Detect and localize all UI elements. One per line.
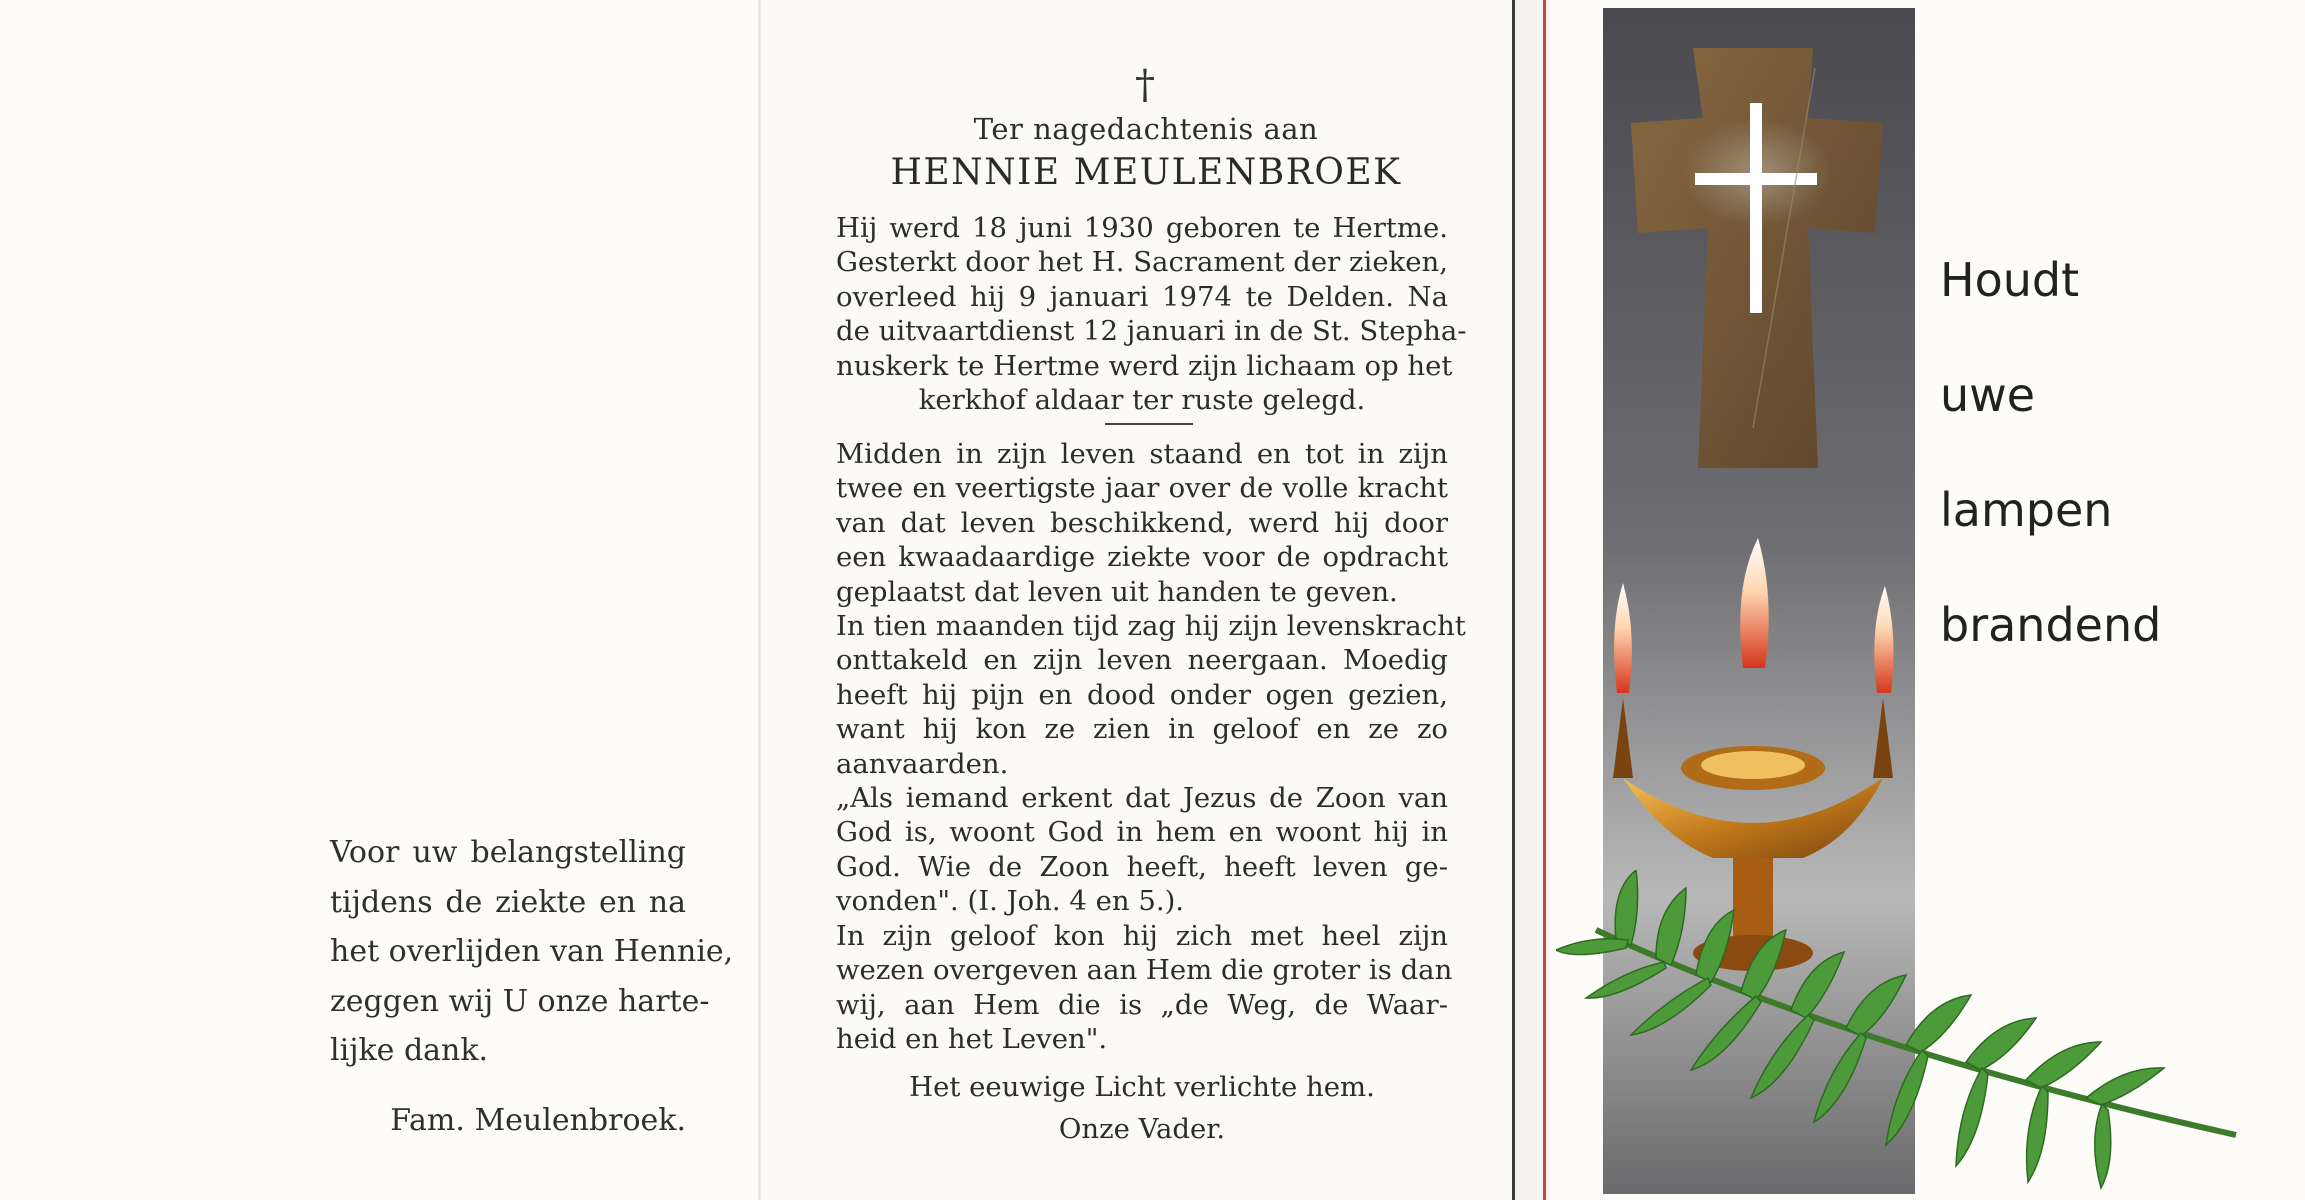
tribute-line: In tien maanden tijd zag hij zijn levenskracht <box>836 610 1466 643</box>
tribute-line: Midden in zijn leven staand en tot in zijn <box>836 438 1448 470</box>
tribute-line: wij, aan Hem die is „de Weg, de Waar- <box>836 988 1448 1021</box>
tribute-line: „Als iemand erkent dat Jezus de Zoon van <box>836 782 1448 815</box>
thanks-line: lijke dank. <box>330 1033 489 1068</box>
tribute-line: geplaatst dat leven uit handen te geven. <box>836 575 1398 608</box>
tribute-line: van dat leven beschikkend, werd hij door <box>836 506 1448 539</box>
tribute-line: want hij kon ze zien in geloof en ze zo <box>836 713 1448 746</box>
tribute-line: heid en het Leven". <box>836 1022 1108 1055</box>
motto <box>1940 245 2260 705</box>
thanks-line: zeggen wij U onze harte- <box>330 983 710 1019</box>
bio-line: overleed hij 9 januari 1974 te Delden. Na <box>836 280 1448 313</box>
dagger-cross-icon: † <box>1135 62 1155 108</box>
tribute-line: In zijn geloof kon hij zich met heel zijn <box>836 919 1448 952</box>
tribute-line: een kwaadaardige ziekte voor de opdracht <box>836 541 1448 574</box>
right-fold-edge <box>1512 0 1548 1200</box>
motto-word: brandend <box>1940 598 2162 652</box>
motto-word: lampen <box>1940 483 2113 537</box>
tribute-line: vonden". (I. Joh. 4 en 5.). <box>836 885 1185 918</box>
motto-word: Houdt <box>1940 253 2080 307</box>
biography-paragraph <box>836 211 1467 417</box>
left-fold-line <box>758 0 761 1200</box>
bio-line: de uitvaartdienst 12 januari in de St. Stepha- <box>836 315 1467 348</box>
tribute-line: heeft hij pijn en dood onder ogen gezien, <box>836 678 1448 711</box>
motto-word: uwe <box>1940 368 2036 422</box>
tribute-line: God is, woont God in hem en woont hij in <box>836 816 1448 849</box>
thanks-line: het overlijden van Hennie, <box>330 934 734 969</box>
tribute-paragraph <box>836 437 1466 1056</box>
section-divider <box>1105 423 1193 425</box>
deceased-name: HENNIE MEULENBROEK <box>890 152 1402 193</box>
bio-line: Gesterkt door het H. Sacrament der zieken, <box>836 246 1448 279</box>
thanks-line: Voor uw belangstelling <box>330 835 686 870</box>
tribute-line: aanvaarden. <box>836 747 1009 780</box>
tribute-line: God. Wie de Zoon heeft, heeft leven ge- <box>836 850 1448 883</box>
bio-line: Hij werd 18 juni 1930 geboren te Hertme. <box>836 212 1448 244</box>
bio-line: kerkhof aldaar ter ruste gelegd. <box>918 384 1366 417</box>
closing-prayer-line: Onze Vader. <box>1058 1113 1226 1145</box>
tribute-line: onttakeld en zijn leven neergaan. Moedig <box>836 644 1448 677</box>
tribute-line: wezen overgeven aan Hem die groter is dan <box>836 954 1453 987</box>
tribute-line: twee en veertigste jaar over de volle kracht <box>836 472 1448 505</box>
family-signature: Fam. Meulenbroek. <box>390 1103 686 1138</box>
red-border-line <box>1543 0 1546 1200</box>
palm-branch-icon <box>1556 870 2246 1190</box>
closing-prayer-line: Het eeuwige Licht verlichte hem. <box>909 1071 1375 1103</box>
thanks-line: tijdens de ziekte en na <box>330 884 686 920</box>
closing-lines <box>836 1066 1448 1150</box>
thanks-note <box>330 828 734 1076</box>
bio-line: nuskerk te Hertme werd zijn lichaam op het <box>836 349 1453 382</box>
memorial-heading: Ter nagedachtenis aan <box>973 112 1319 146</box>
fold-shadow-line <box>1512 0 1515 1200</box>
